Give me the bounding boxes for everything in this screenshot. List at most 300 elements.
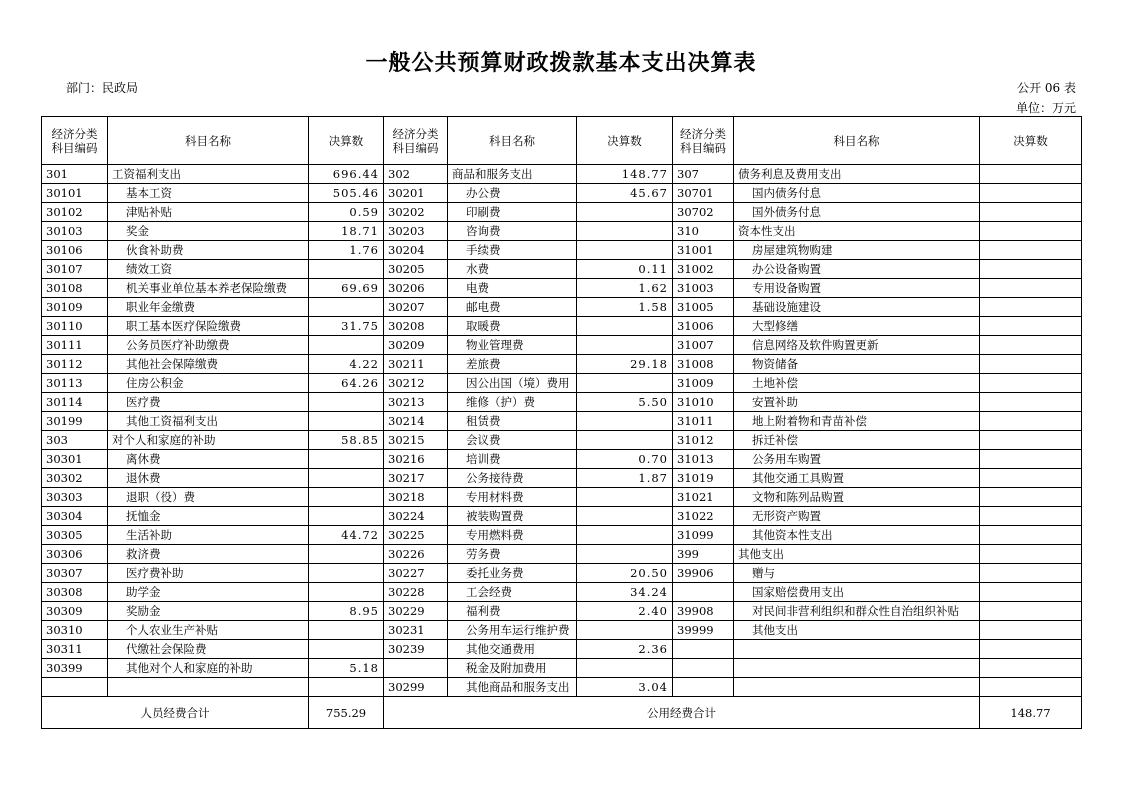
middle-item-name: 委托业务费 <box>448 564 577 583</box>
right-item-name: 国外债务付息 <box>734 203 980 222</box>
header-name-3: 科目名称 <box>734 117 980 165</box>
left-item-code: 30113 <box>42 374 108 393</box>
right-item-code: 31012 <box>673 431 734 450</box>
middle-item-amount: 2.40 <box>577 602 673 621</box>
middle-item-name: 会议费 <box>448 431 577 450</box>
right-item-code <box>673 583 734 602</box>
middle-item-amount: 2.36 <box>577 640 673 659</box>
left-item-code: 30306 <box>42 545 108 564</box>
right-item-amount <box>980 507 1082 526</box>
right-item-name: 其他支出 <box>734 621 980 640</box>
right-item-name: 赠与 <box>734 564 980 583</box>
left-item-amount: 1.76 <box>309 241 384 260</box>
middle-item-name: 差旅费 <box>448 355 577 374</box>
middle-item-amount <box>577 317 673 336</box>
middle-item-code: 30212 <box>384 374 448 393</box>
right-item-code: 31006 <box>673 317 734 336</box>
personnel-total-label: 人员经费合计 <box>42 697 309 729</box>
left-item-name: 职业年金缴费 <box>108 298 309 317</box>
table-row <box>42 621 1082 640</box>
left-item-name: 住房公积金 <box>108 374 309 393</box>
middle-item-code: 30204 <box>384 241 448 260</box>
left-item-amount: 4.22 <box>309 355 384 374</box>
left-item-amount <box>309 640 384 659</box>
middle-item-name: 税金及附加费用 <box>448 659 577 678</box>
middle-item-amount <box>577 374 673 393</box>
right-item-code: 31021 <box>673 488 734 507</box>
right-item-code: 31022 <box>673 507 734 526</box>
right-item-code: 31005 <box>673 298 734 317</box>
right-item-code: 31009 <box>673 374 734 393</box>
left-item-amount <box>309 450 384 469</box>
table-row <box>42 545 1082 564</box>
left-item-name: 抚恤金 <box>108 507 309 526</box>
table-row <box>42 488 1082 507</box>
right-item-amount <box>980 203 1082 222</box>
right-item-amount <box>980 659 1082 678</box>
middle-item-name: 维修（护）费 <box>448 393 577 412</box>
left-item-amount: 0.59 <box>309 203 384 222</box>
left-item-amount <box>309 260 384 279</box>
right-item-code: 39908 <box>673 602 734 621</box>
middle-item-code: 30239 <box>384 640 448 659</box>
left-item-name: 绩效工资 <box>108 260 309 279</box>
left-item-code: 30114 <box>42 393 108 412</box>
right-item-name: 其他资本性支出 <box>734 526 980 545</box>
middle-item-amount: 3.04 <box>577 678 673 697</box>
middle-item-name: 其他商品和服务支出 <box>448 678 577 697</box>
middle-item-name: 其他交通费用 <box>448 640 577 659</box>
left-item-amount: 44.72 <box>309 526 384 545</box>
left-item-code: 30310 <box>42 621 108 640</box>
middle-item-name: 专用燃料费 <box>448 526 577 545</box>
right-item-amount <box>980 374 1082 393</box>
right-item-amount <box>980 222 1082 241</box>
middle-item-name: 物业管理费 <box>448 336 577 355</box>
left-item-code: 30102 <box>42 203 108 222</box>
left-item-amount <box>309 488 384 507</box>
left-item-code: 30109 <box>42 298 108 317</box>
left-item-amount: 505.46 <box>309 184 384 203</box>
middle-item-amount: 45.67 <box>577 184 673 203</box>
right-item-name: 国内债务付息 <box>734 184 980 203</box>
left-item-code: 30311 <box>42 640 108 659</box>
right-item-amount <box>980 678 1082 697</box>
middle-item-code: 30213 <box>384 393 448 412</box>
right-item-name: 安置补助 <box>734 393 980 412</box>
middle-item-amount: 5.50 <box>577 393 673 412</box>
page-title: 一般公共预算财政拨款基本支出决算表 <box>365 50 757 76</box>
right-item-amount <box>980 184 1082 203</box>
right-item-code: 31019 <box>673 469 734 488</box>
right-item-amount <box>980 336 1082 355</box>
right-item-amount <box>980 431 1082 450</box>
middle-item-code: 30224 <box>384 507 448 526</box>
header-amount-3: 决算数 <box>980 117 1082 165</box>
left-item-code: 30101 <box>42 184 108 203</box>
left-item-amount: 18.71 <box>309 222 384 241</box>
middle-item-amount <box>577 526 673 545</box>
table-row <box>42 469 1082 488</box>
totals-row <box>42 697 1082 729</box>
left-item-name: 伙食补助费 <box>108 241 309 260</box>
right-item-code: 39906 <box>673 564 734 583</box>
left-item-name: 救济费 <box>108 545 309 564</box>
right-item-amount <box>980 602 1082 621</box>
right-item-code: 307 <box>673 165 734 184</box>
middle-item-name: 因公出国（境）费用 <box>448 374 577 393</box>
left-item-code: 30309 <box>42 602 108 621</box>
right-item-amount <box>980 393 1082 412</box>
middle-item-name: 手续费 <box>448 241 577 260</box>
table-row <box>42 526 1082 545</box>
right-item-name: 国家赔偿费用支出 <box>734 583 980 602</box>
middle-item-name: 电费 <box>448 279 577 298</box>
left-item-code: 30108 <box>42 279 108 298</box>
middle-item-code: 30227 <box>384 564 448 583</box>
table-row <box>42 355 1082 374</box>
left-item-name: 离休费 <box>108 450 309 469</box>
table-row <box>42 659 1082 678</box>
middle-item-code: 30206 <box>384 279 448 298</box>
table-row <box>42 260 1082 279</box>
middle-item-amount <box>577 488 673 507</box>
left-item-name: 退职（役）费 <box>108 488 309 507</box>
left-item-amount <box>309 393 384 412</box>
left-item-code: 30307 <box>42 564 108 583</box>
right-item-code <box>673 640 734 659</box>
table-row <box>42 450 1082 469</box>
header-name-2: 科目名称 <box>448 117 577 165</box>
table-row <box>42 317 1082 336</box>
left-item-code: 30112 <box>42 355 108 374</box>
middle-item-amount <box>577 203 673 222</box>
left-item-amount <box>309 298 384 317</box>
left-item-code: 30301 <box>42 450 108 469</box>
right-item-amount <box>980 545 1082 564</box>
middle-item-name: 公务用车运行维护费 <box>448 621 577 640</box>
right-item-name: 其他支出 <box>734 545 980 564</box>
middle-item-amount <box>577 412 673 431</box>
right-item-name: 资本性支出 <box>734 222 980 241</box>
left-item-name: 津贴补贴 <box>108 203 309 222</box>
right-item-code: 31002 <box>673 260 734 279</box>
middle-item-code: 30203 <box>384 222 448 241</box>
right-item-name: 信息网络及软件购置更新 <box>734 336 980 355</box>
right-item-name: 土地补偿 <box>734 374 980 393</box>
left-item-code: 30110 <box>42 317 108 336</box>
middle-item-amount <box>577 222 673 241</box>
right-item-code: 30702 <box>673 203 734 222</box>
right-item-amount <box>980 526 1082 545</box>
left-item-amount: 8.95 <box>309 602 384 621</box>
left-item-amount <box>309 469 384 488</box>
right-item-code <box>673 659 734 678</box>
right-item-name: 其他交通工具购置 <box>734 469 980 488</box>
middle-item-name: 福利费 <box>448 602 577 621</box>
middle-item-name: 水费 <box>448 260 577 279</box>
unit-label: 单位：万元 <box>1015 101 1076 115</box>
right-item-amount <box>980 621 1082 640</box>
middle-item-code: 30231 <box>384 621 448 640</box>
left-item-amount <box>309 412 384 431</box>
header-name-1: 科目名称 <box>108 117 309 165</box>
right-item-amount <box>980 298 1082 317</box>
left-item-amount: 64.26 <box>309 374 384 393</box>
right-item-name: 地上附着物和青苗补偿 <box>734 412 980 431</box>
middle-item-code: 30201 <box>384 184 448 203</box>
middle-item-code: 30217 <box>384 469 448 488</box>
right-item-name <box>734 678 980 697</box>
left-item-code: 30106 <box>42 241 108 260</box>
middle-item-amount <box>577 431 673 450</box>
header-amount-1: 决算数 <box>309 117 384 165</box>
middle-item-code: 30209 <box>384 336 448 355</box>
expenditure-table <box>41 116 1082 729</box>
middle-item-code: 30218 <box>384 488 448 507</box>
middle-item-amount: 29.18 <box>577 355 673 374</box>
left-item-code: 30302 <box>42 469 108 488</box>
form-number: 公开 06 表 <box>1017 81 1076 95</box>
table-row <box>42 564 1082 583</box>
middle-item-code: 30202 <box>384 203 448 222</box>
left-item-name: 代缴社会保险费 <box>108 640 309 659</box>
table-row <box>42 602 1082 621</box>
middle-item-amount: 0.70 <box>577 450 673 469</box>
right-item-amount <box>980 279 1082 298</box>
left-item-name: 奖金 <box>108 222 309 241</box>
right-item-name: 基础设施建设 <box>734 298 980 317</box>
left-item-code: 30304 <box>42 507 108 526</box>
right-item-name: 办公设备购置 <box>734 260 980 279</box>
table-row <box>42 583 1082 602</box>
middle-item-name: 邮电费 <box>448 298 577 317</box>
left-item-name: 退休费 <box>108 469 309 488</box>
left-item-code: 30399 <box>42 659 108 678</box>
middle-item-code: 30211 <box>384 355 448 374</box>
middle-item-amount <box>577 659 673 678</box>
left-item-code: 30308 <box>42 583 108 602</box>
left-item-name: 奖励金 <box>108 602 309 621</box>
middle-item-code: 30229 <box>384 602 448 621</box>
left-item-name: 工资福利支出 <box>108 165 309 184</box>
table-row <box>42 165 1082 184</box>
middle-item-amount: 1.62 <box>577 279 673 298</box>
right-item-name: 专用设备购置 <box>734 279 980 298</box>
middle-item-code <box>384 659 448 678</box>
middle-item-name: 租赁费 <box>448 412 577 431</box>
left-item-code: 30103 <box>42 222 108 241</box>
middle-item-name: 咨询费 <box>448 222 577 241</box>
left-item-name: 助学金 <box>108 583 309 602</box>
right-item-code: 31007 <box>673 336 734 355</box>
right-item-name: 无形资产购置 <box>734 507 980 526</box>
middle-item-amount <box>577 336 673 355</box>
middle-item-amount: 34.24 <box>577 583 673 602</box>
middle-item-amount: 0.11 <box>577 260 673 279</box>
middle-item-code: 30226 <box>384 545 448 564</box>
middle-item-code: 30216 <box>384 450 448 469</box>
right-item-amount <box>980 640 1082 659</box>
right-item-code: 31001 <box>673 241 734 260</box>
left-item-amount: 69.69 <box>309 279 384 298</box>
right-item-name: 大型修缮 <box>734 317 980 336</box>
left-item-amount <box>309 621 384 640</box>
right-item-code: 31003 <box>673 279 734 298</box>
left-item-amount <box>309 545 384 564</box>
left-item-name: 医疗费 <box>108 393 309 412</box>
middle-item-name: 办公费 <box>448 184 577 203</box>
right-item-code: 39999 <box>673 621 734 640</box>
middle-item-code: 30207 <box>384 298 448 317</box>
middle-item-amount <box>577 621 673 640</box>
table-row <box>42 393 1082 412</box>
left-item-amount <box>309 564 384 583</box>
right-item-code <box>673 678 734 697</box>
middle-item-code: 302 <box>384 165 448 184</box>
left-item-name: 其他工资福利支出 <box>108 412 309 431</box>
right-item-name: 对民间非营利组织和群众性自治组织补贴 <box>734 602 980 621</box>
table-row <box>42 507 1082 526</box>
middle-item-name: 工会经费 <box>448 583 577 602</box>
right-item-code: 31008 <box>673 355 734 374</box>
right-item-amount <box>980 469 1082 488</box>
right-item-amount <box>980 260 1082 279</box>
table-row <box>42 640 1082 659</box>
middle-item-code: 30208 <box>384 317 448 336</box>
middle-item-name: 专用材料费 <box>448 488 577 507</box>
right-item-code: 31099 <box>673 526 734 545</box>
left-item-amount <box>309 583 384 602</box>
right-item-amount <box>980 564 1082 583</box>
right-item-amount <box>980 450 1082 469</box>
right-item-amount <box>980 355 1082 374</box>
middle-item-name: 培训费 <box>448 450 577 469</box>
middle-item-code: 30225 <box>384 526 448 545</box>
left-item-name: 个人农业生产补贴 <box>108 621 309 640</box>
left-item-name: 生活补助 <box>108 526 309 545</box>
right-item-amount <box>980 583 1082 602</box>
left-item-amount: 58.85 <box>309 431 384 450</box>
left-item-name: 机关事业单位基本养老保险缴费 <box>108 279 309 298</box>
right-item-amount <box>980 412 1082 431</box>
left-item-code: 30305 <box>42 526 108 545</box>
right-item-name: 物资储备 <box>734 355 980 374</box>
middle-item-code: 30205 <box>384 260 448 279</box>
table-row <box>42 336 1082 355</box>
left-item-name: 公务员医疗补助缴费 <box>108 336 309 355</box>
middle-item-name: 被装购置费 <box>448 507 577 526</box>
table-row <box>42 279 1082 298</box>
table-row <box>42 241 1082 260</box>
left-item-code: 303 <box>42 431 108 450</box>
table-row <box>42 222 1082 241</box>
middle-item-name: 印刷费 <box>448 203 577 222</box>
public-total-value: 148.77 <box>980 697 1082 729</box>
middle-item-name: 公务接待费 <box>448 469 577 488</box>
table-row <box>42 678 1082 697</box>
middle-item-amount: 20.50 <box>577 564 673 583</box>
right-item-name: 债务利息及费用支出 <box>734 165 980 184</box>
right-item-code: 31011 <box>673 412 734 431</box>
right-item-amount <box>980 165 1082 184</box>
middle-item-name: 商品和服务支出 <box>448 165 577 184</box>
right-item-code: 310 <box>673 222 734 241</box>
left-item-amount: 31.75 <box>309 317 384 336</box>
right-item-amount <box>980 241 1082 260</box>
left-item-code: 301 <box>42 165 108 184</box>
header-amount-2: 决算数 <box>577 117 673 165</box>
left-item-code: 30303 <box>42 488 108 507</box>
middle-item-name: 劳务费 <box>448 545 577 564</box>
left-item-name: 对个人和家庭的补助 <box>108 431 309 450</box>
left-item-name: 医疗费补助 <box>108 564 309 583</box>
left-item-amount <box>309 336 384 355</box>
middle-item-name: 取暖费 <box>448 317 577 336</box>
left-item-amount: 696.44 <box>309 165 384 184</box>
table-row <box>42 374 1082 393</box>
middle-item-amount: 148.77 <box>577 165 673 184</box>
table-row <box>42 431 1082 450</box>
right-item-code: 31013 <box>673 450 734 469</box>
left-item-code: 30111 <box>42 336 108 355</box>
personnel-total-value: 755.29 <box>309 697 384 729</box>
right-item-name: 拆迁补偿 <box>734 431 980 450</box>
middle-item-code: 30214 <box>384 412 448 431</box>
right-item-name: 房屋建筑物购建 <box>734 241 980 260</box>
department-label: 部门：民政局 <box>66 81 139 95</box>
left-item-name: 基本工资 <box>108 184 309 203</box>
middle-item-code: 30228 <box>384 583 448 602</box>
left-item-code: 30199 <box>42 412 108 431</box>
right-item-code: 31010 <box>673 393 734 412</box>
right-item-name <box>734 659 980 678</box>
left-item-code <box>42 678 108 697</box>
right-item-code: 30701 <box>673 184 734 203</box>
table-row <box>42 184 1082 203</box>
middle-item-code: 30299 <box>384 678 448 697</box>
right-item-amount <box>980 317 1082 336</box>
right-item-name <box>734 640 980 659</box>
table-row <box>42 298 1082 317</box>
right-item-name: 文物和陈列品购置 <box>734 488 980 507</box>
right-item-name: 公务用车购置 <box>734 450 980 469</box>
middle-item-amount <box>577 241 673 260</box>
left-item-name: 其他社会保障缴费 <box>108 355 309 374</box>
header-code-1: 经济分类科目编码 <box>42 117 108 165</box>
right-item-code: 399 <box>673 545 734 564</box>
left-item-name: 职工基本医疗保险缴费 <box>108 317 309 336</box>
header-row <box>42 117 1082 165</box>
left-item-amount: 5.18 <box>309 659 384 678</box>
middle-item-amount <box>577 507 673 526</box>
left-item-name: 其他对个人和家庭的补助 <box>108 659 309 678</box>
left-item-amount <box>309 507 384 526</box>
table-row <box>42 203 1082 222</box>
table-row <box>42 412 1082 431</box>
public-total-label: 公用经费合计 <box>384 697 980 729</box>
middle-item-code: 30215 <box>384 431 448 450</box>
header-code-2: 经济分类科目编码 <box>384 117 448 165</box>
right-item-amount <box>980 488 1082 507</box>
left-item-code: 30107 <box>42 260 108 279</box>
middle-item-amount: 1.87 <box>577 469 673 488</box>
middle-item-amount <box>577 545 673 564</box>
middle-item-amount: 1.58 <box>577 298 673 317</box>
header-code-3: 经济分类科目编码 <box>673 117 734 165</box>
left-item-name <box>108 678 309 697</box>
left-item-amount <box>309 678 384 697</box>
